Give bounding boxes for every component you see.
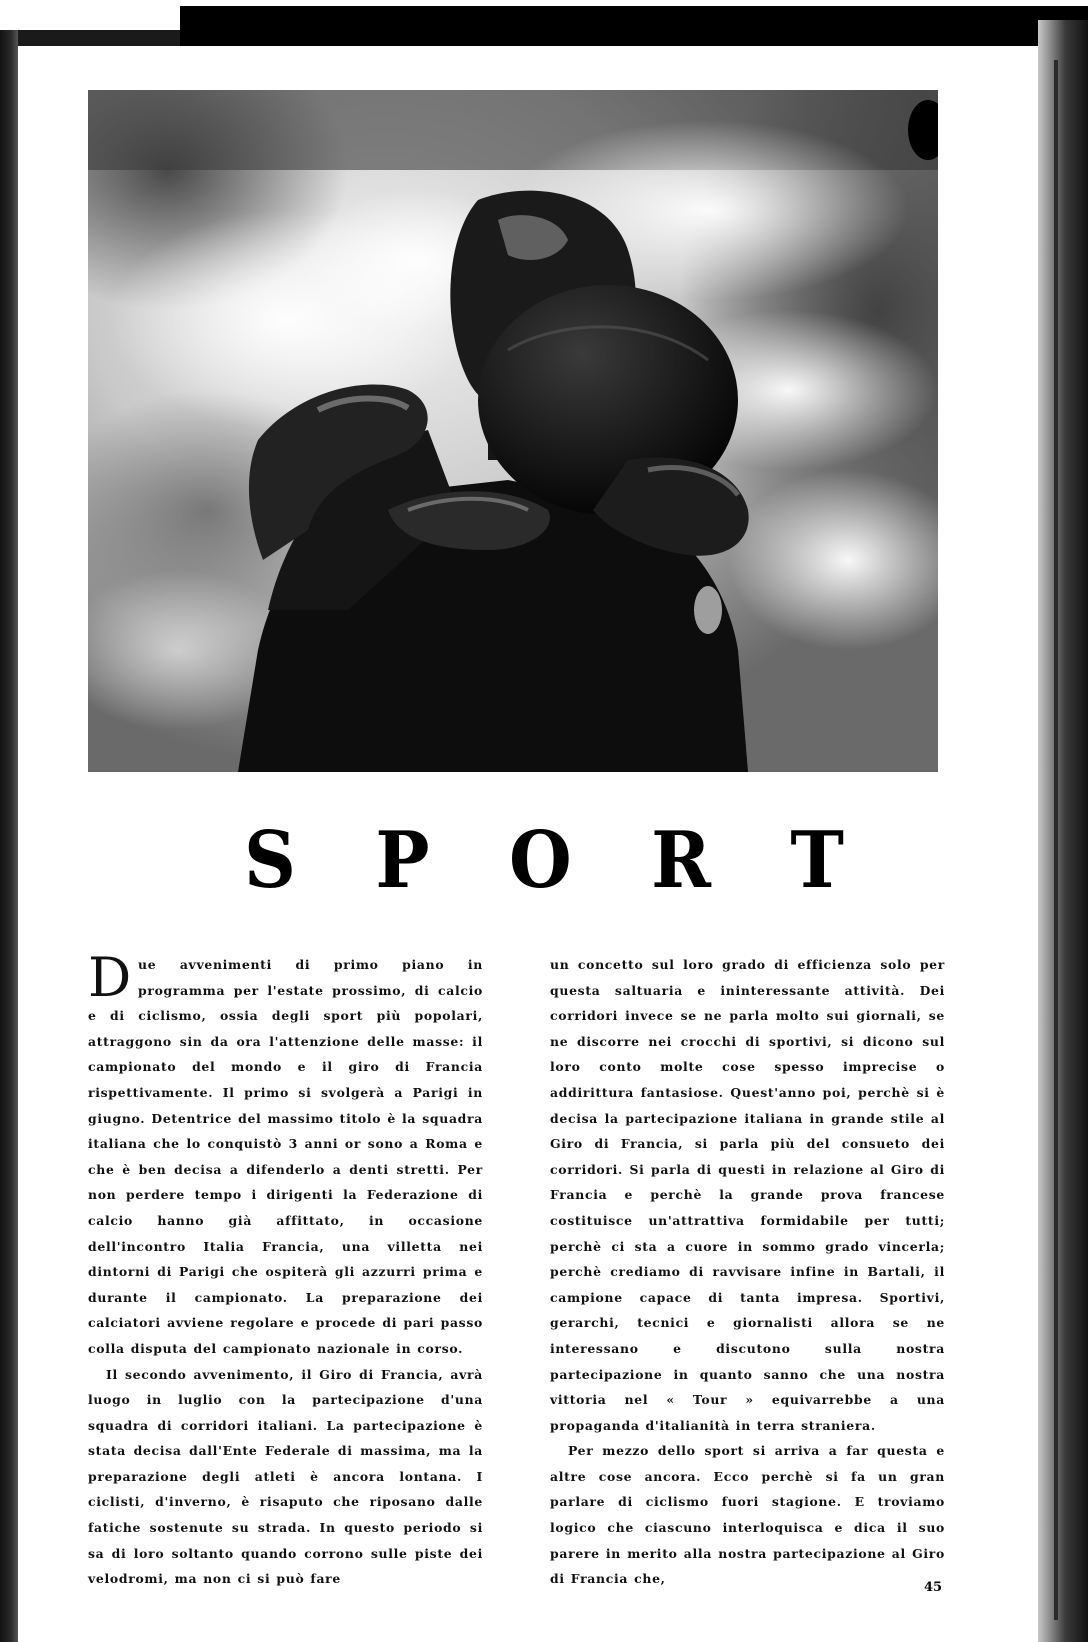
- article-paragraph: [88, 1362, 483, 1592]
- scan-border-right: [1038, 20, 1088, 1642]
- drop-cap: D: [88, 946, 132, 1009]
- headline-letter-t: T: [790, 813, 844, 906]
- scan-border-top-left: [0, 30, 180, 46]
- article-column-right: [550, 952, 945, 1592]
- headline-letter-o: O: [508, 813, 572, 906]
- article-paragraph: [88, 946, 483, 1362]
- paragraph-text: Il secondo avvenimento, il Giro di Francia, avrà luogo in luglio con la partecipazione d'una squadra di corridori italiani. La partecipazione è stata decisa dall'Ente Federale di massima, ma la preparazione degli atleti è ancora lontana. I ciclisti, d'inverno, è risaputo che riposano dalle fatiche sostenute su strada. In questo periodo si sa di loro soltanto quando corrono sulle piste dei velodromi, ma non ci si può fare: [88, 1366, 483, 1587]
- headline-letter-r: R: [651, 813, 711, 906]
- paragraph-text: Per mezzo dello sport si arriva a far questa e altre cose ancora. Ecco perchè si fa un gran parlare di ciclismo fuori stagione. E troviamo logico che ciascuno interloquisca e dica il suo parere in merito alla nostra partecipazione al Giro di Francia che,: [550, 1443, 945, 1587]
- paragraph-text: ue avvenimenti di primo piano in programma per l'estate prossimo, di calcio e di ciclismo, ossia degli sport più popolari, attraggono sin da ora l'attenzione delle masse: il campionato del mondo e il giro di Francia rispettivamente. Il primo si svolgerà a Parigi in giugno. Detentrice del massimo titolo è la squadra italiana che lo conquistò 3 anni or sono a Roma e che è ben decisa a difenderlo a denti stretti. Per non perdere tempo i dirigenti la Federazione di calcio hanno già affittato, in occasione dell'incontro Italia Francia, una villetta nei dintorni di Parigi che ospiterà gli azzurri prima e durante il campionato. La preparazione dei calciatori avviene regolare e procede di pari passo colla disputa del campionato nazionale in corso.: [88, 957, 483, 1356]
- headline-letter-s: S: [244, 813, 296, 906]
- article-paragraph: [550, 952, 945, 1438]
- footballer-photo: [88, 90, 938, 772]
- article-body: [88, 946, 948, 1587]
- section-headline: [150, 813, 938, 906]
- scan-border-left: [0, 30, 18, 1642]
- scan-border-top: [180, 6, 1088, 46]
- article-column-left: [88, 946, 483, 1592]
- page-number: 45: [924, 1580, 943, 1595]
- footballer-photo-graphic: [88, 90, 938, 772]
- article-paragraph: [550, 1438, 945, 1592]
- headline-letter-p: P: [375, 813, 430, 906]
- paragraph-text: un concetto sul loro grado di efficienza solo per questa saltuaria e ininteressante attività. Dei corridori invece se ne parla molto sui giornali, se ne discorre nei crocchi di sportivi, si dicono sul loro conto molte cose spesso imprecise o addirittura fantasiose. Quest'anno poi, perchè si è decisa la partecipazione italiana in grande stile al Giro di Francia, si parla più del consueto dei corridori. Si parla di questi in relazione al Giro di Francia e perchè la grande prova francese costituisce un'attrattiva formidabile per tutti; perchè ci sta a cuore in sommo grado vincerla; perchè crediamo di ravvisare infine in Bartali, il campione capace di tanta impresa. Sportivi, gerarchi, tecnici e giornalisti allora se ne interessano e discutono sulla nostra partecipazione in quanto sanno che una nostra vittoria nel « Tour » equivarrebbe a una propaganda d'italianità in terra straniera.: [550, 957, 945, 1433]
